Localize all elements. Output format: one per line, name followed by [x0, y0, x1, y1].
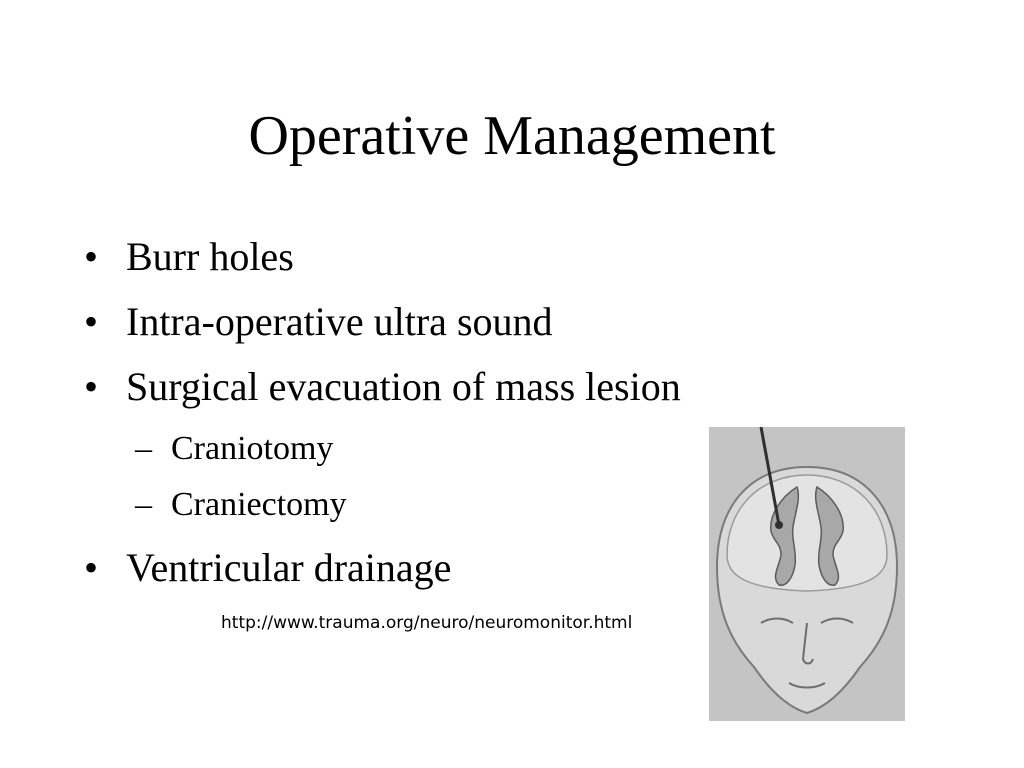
bullet-text: Surgical evacuation of mass lesion	[126, 364, 681, 409]
sub-bullet-marker: –	[135, 430, 152, 467]
bullet-item	[84, 298, 553, 346]
bullet-marker: •	[84, 299, 99, 344]
bullet-text: Intra-operative ultra sound	[126, 299, 553, 344]
bullet-marker: •	[84, 234, 99, 279]
head-ventricle-drawing	[709, 427, 905, 721]
sub-bullet-item	[135, 485, 347, 525]
bullet-marker: •	[84, 364, 99, 409]
bullet-item	[84, 544, 451, 592]
catheter-tip	[775, 521, 783, 529]
source-url: http://www.trauma.org/neuro/neuromonitor.html	[221, 613, 633, 633]
sub-bullet-marker: –	[135, 486, 152, 523]
head-ventricle-illustration	[709, 427, 905, 721]
bullet-marker: •	[84, 545, 99, 590]
bullet-item	[84, 363, 681, 411]
bullet-text: Ventricular drainage	[126, 545, 452, 590]
sub-bullet-text: Craniectomy	[171, 486, 347, 523]
sub-bullet-text: Craniotomy	[171, 430, 334, 467]
bullet-text: Burr holes	[126, 234, 294, 279]
sub-bullet-item	[135, 429, 333, 469]
slide-title: Operative Management	[248, 105, 776, 167]
bullet-item	[84, 233, 294, 281]
